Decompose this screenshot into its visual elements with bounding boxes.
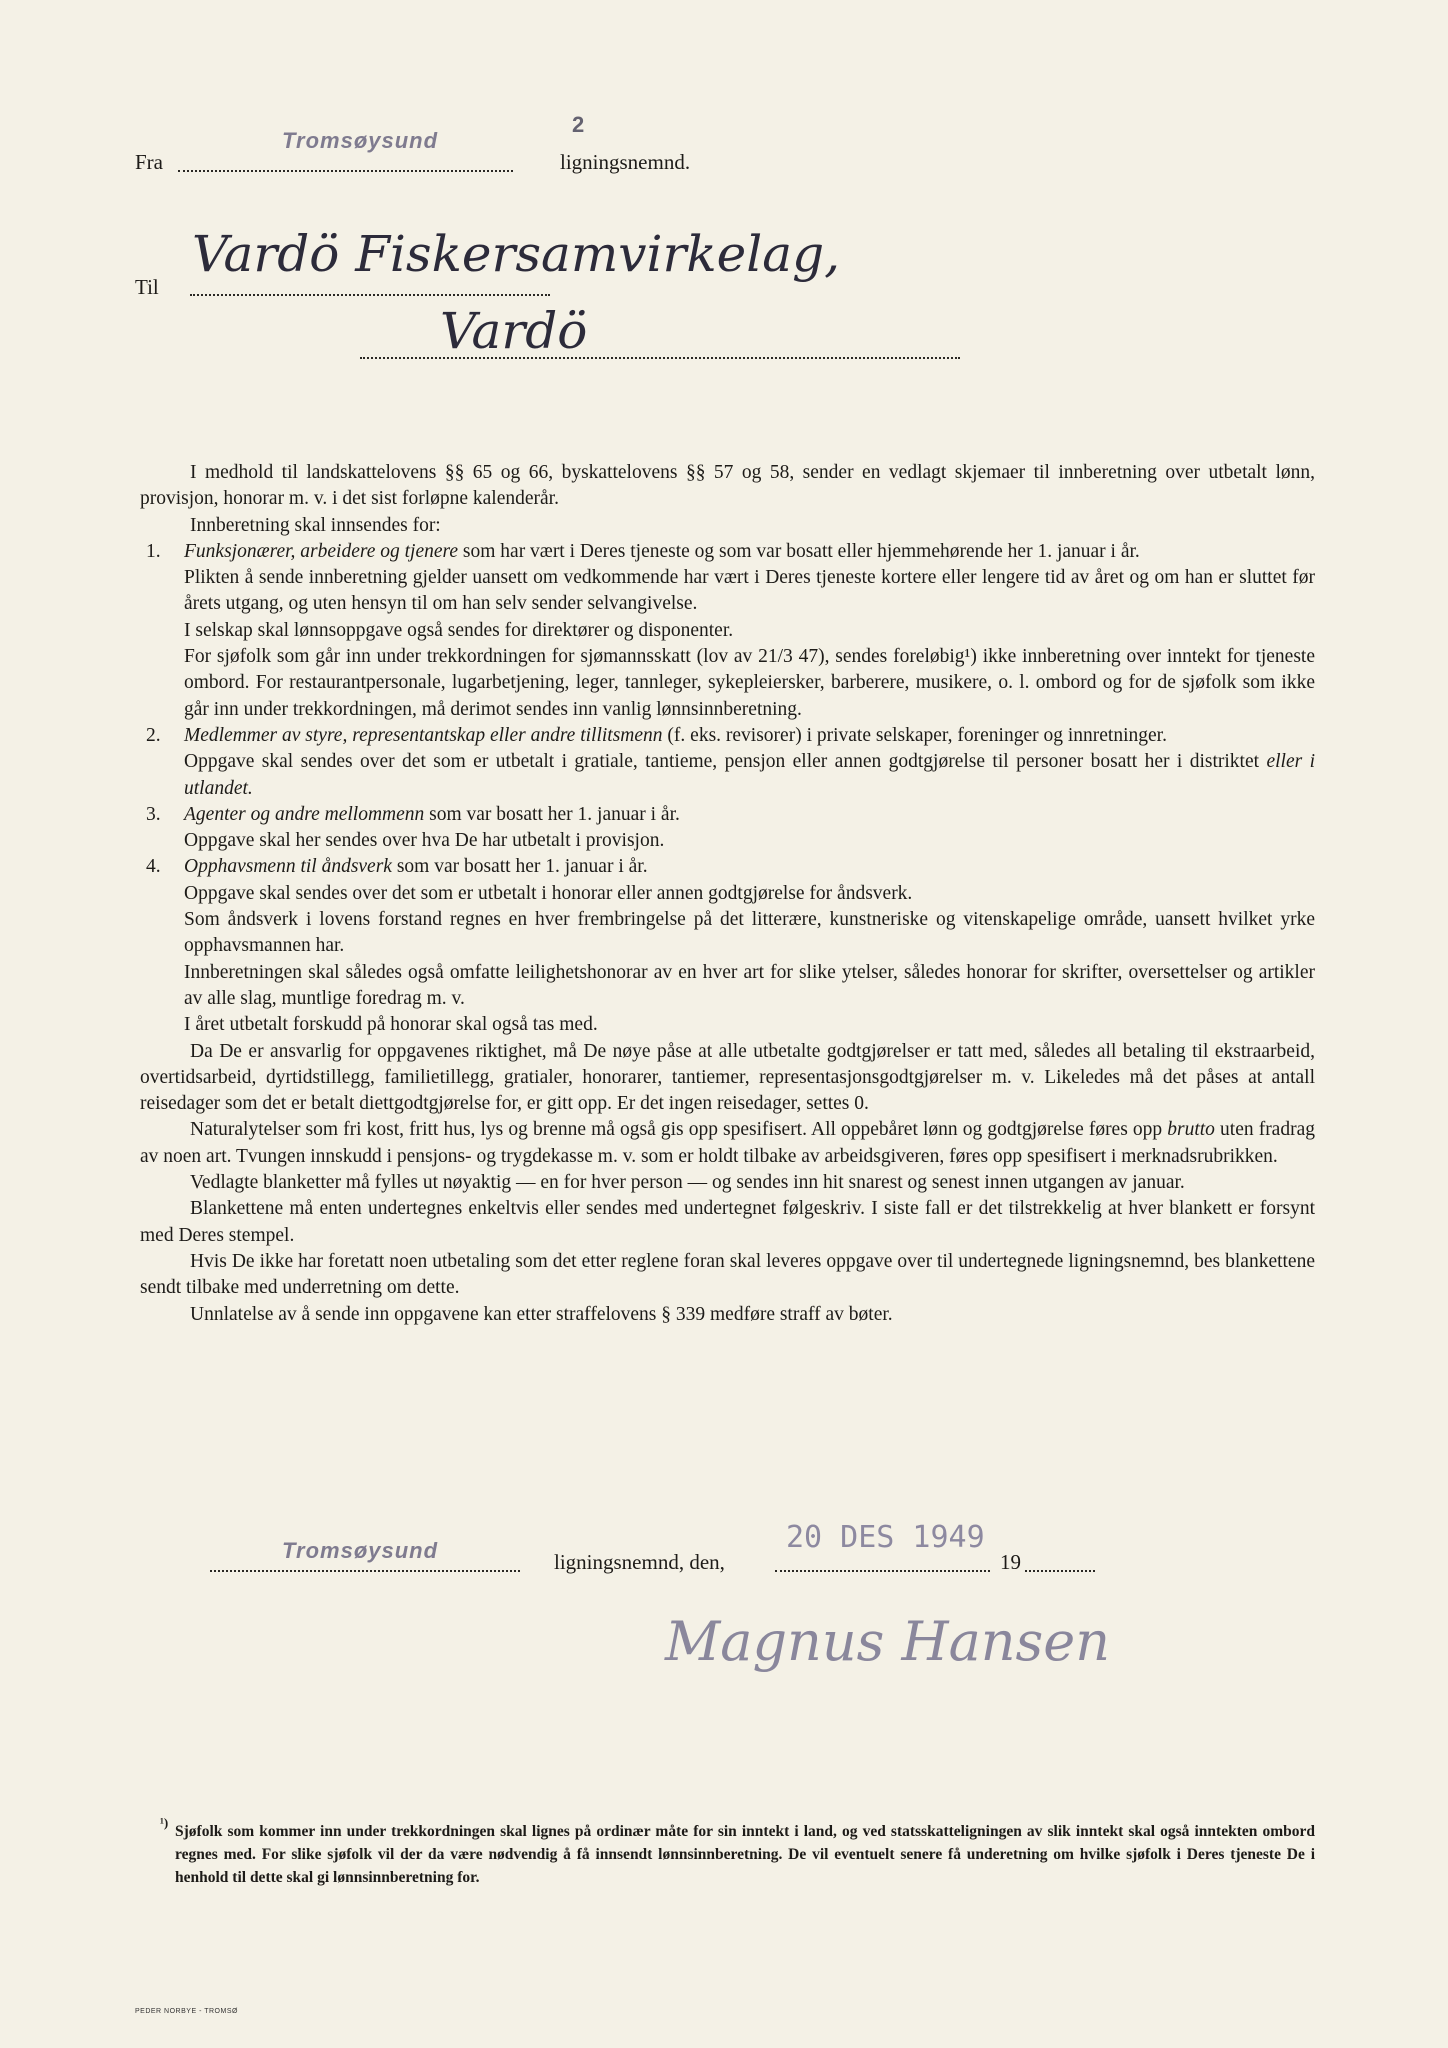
item-2-text: (f. eks. revisorer) i private selskaper, foreninger og innretninger. [662, 724, 1167, 746]
penalty-paragraph: Unnlatelse av å sende inn oppgavene kan etter straffelovens § 339 medføre straff av bøter. [190, 1303, 893, 1325]
item-3-number: 3. [146, 803, 161, 825]
intro-paragraph: I medhold til landskattelovens §§ 65 og 66, byskattelovens §§ 57 og 58, sender en vedlagt skjemaer til innberetning over utbetalt lønn, provisjon, honorar m. v. i det sist forløpne kalenderår. [140, 462, 1315, 510]
place-stamp: Tromsøysund [282, 1538, 439, 1563]
year-prefix: 19 [1000, 1550, 1021, 1574]
responsibility-paragraph: Da De er ansvarlig for oppgavenes riktighet, må De nøye påse at alle utbetalte godtgjørelser er tatt med, således all betaling til ekstraarbeid, overtidsarbeid, dyrtidstillegg, familietillegg, gratialer, honorarer, tantiemer, representasjonsgodtgjørelser m. v. Likeledes må det påses at antall reisedager som det er betalt diettgodtgjørelse for, er gitt opp. Er det ingen reisedager, settes 0. [140, 1040, 1315, 1115]
item-4-paragraph-2: Oppgave skal sendes over det som er utbetalt i honorar eller annen godtgjørelse for åndsverk. [184, 882, 913, 904]
item-4-text: som var bosatt her 1. januar i år. [391, 856, 648, 878]
printer-mark: PEDER NORBYE - TROMSØ [135, 2008, 238, 2015]
item-2-abroad: eller i utlandet. [184, 751, 1316, 799]
recipient-handwritten-line-1: Vardö Fiskersamvirkelag, [192, 225, 840, 283]
item-2-number: 2. [146, 724, 161, 746]
item-1-paragraph-4: For sjøfolk som går inn under trekkordningen for sjømannsskatt (lov av 21/3 47), sendes foreløbig¹) ikke innberetning over inntekt for tjeneste ombord. For restaurantpersonale, lugarbetjening, leger, tannleger, sykepleiersker, barberere, musikere, o. l. ombord og for de sjøfolk som ikke går inn under trekkordningen, må derimot sendes inn vanlig lønnsinnberetning. [184, 646, 1315, 720]
fra-suffix: ligningsnemnd. [560, 150, 691, 174]
natural-benefits-brutto: brutto [1167, 1119, 1215, 1141]
signing-paragraph: Blankettene må enten undertegnes enkeltvis eller sendes med undertegnet følgeskriv. I siste fall er det tilstrekkelig at hver blankett er forsynt med Deres stempel. [140, 1198, 1315, 1246]
no-payment-paragraph: Hvis De ikke har foretatt noen utbetaling som det etter reglene foran skal leveres oppgave over til undertegnede ligningsnemnd, bes blankettene sendt tilbake med underretning om dette. [140, 1250, 1315, 1299]
natural-benefits-paragraph-a: Naturalytelser som fri kost, fritt hus, lys og brenne må også gis opp spesifisert. All oppebåret lønn og godtgjørelse føres opp [190, 1119, 1168, 1141]
forms-paragraph: Vedlagte blanketter må fylles ut nøyaktig — en for hver person — og sendes inn hit snarest og senest innen utgangen av januar. [190, 1172, 1185, 1194]
item-4-title: Opphavsmenn til åndsverk [184, 856, 392, 878]
item-3-text: som var bosatt her 1. januar i år. [424, 803, 680, 825]
item-4 [140, 854, 1315, 1038]
item-1-paragraph-2: Plikten å sende innberetning gjelder uansett om vedkommende har vært i Deres tjeneste kortere eller lengere tid av året og om han er sluttet før årets utgang, og uten hensyn til om han selv sender selvangivelse. [184, 567, 1315, 615]
natural-benefits-paragraph-b: uten fradrag av noen art. Tvungen innskudd i pensjons- og trygdekasse m. v. som er holdt tilbake av arbeidsgiveren, føres opp spesifisert i merknadsrubrikken. [140, 1119, 1315, 1167]
item-3 [140, 802, 1315, 855]
recipient-handwritten-line-2: Vardö [440, 302, 588, 360]
item-3-paragraph-2: Oppgave skal her sendes over hva De har utbetalt i provisjon. [184, 830, 665, 852]
item-1 [140, 539, 1315, 723]
submit-heading: Innberetning skal innsendes for: [190, 514, 441, 536]
letter-body [140, 460, 1315, 1328]
item-1-title: Funksjonærer, arbeidere og tjenere [184, 540, 459, 562]
item-4-paragraph-3: Som åndsverk i lovens forstand regnes en hver frembringelse på det litterære, kunstneriske og vitenskapelige område, uansett hvilket yrke opphavsmannen har. [184, 909, 1315, 957]
footnote-text: Sjøfolk som kommer inn under trekkordningen skal lignes på ordinær måte for sin inntekt i land, og ved statsskatteligningen av slik inntekt skal også inntekten ombord regnes med. For slike sjøfolk vil der da være nødvendig å få innsendt lønnsinnberetning. De vil eventuelt senere få underetning om hvilke sjøfolk i Deres tjeneste De i henhold til dette skal gi lønnsinnberetning for. [175, 1823, 1315, 1886]
ligning-date-text: ligningsnemnd, den, [554, 1550, 725, 1574]
item-4-paragraph-5: I året utbetalt forskudd på honorar skal også tas med. [184, 1014, 598, 1036]
item-4-number: 4. [146, 856, 161, 878]
item-1-number: 1. [146, 540, 161, 562]
footnote-mark: ¹) [160, 1815, 169, 1830]
item-2 [140, 723, 1315, 802]
item-1-text: som har vært i Deres tjeneste og som var bosatt eller hjemmehørende her 1. januar i år. [458, 540, 1140, 562]
stamp-mark: 2 [572, 112, 586, 137]
item-3-title: Agenter og andre mellommenn [184, 803, 425, 825]
item-2-paragraph-2: Oppgave skal sendes over det som er utbetalt i gratiale, tantieme, pensjon eller annen godtgjørelse til personer bosatt her i distriktet [184, 751, 1267, 773]
year-dotted-line [1025, 1548, 1095, 1572]
date-stamp: 20 DES 1949 [786, 1520, 985, 1555]
handwritten-signature: Magnus Hansen [665, 1610, 1110, 1673]
item-2-title: Medlemmer av styre, representantskap eller andre tillitsmenn [184, 724, 663, 746]
item-4-paragraph-4: Innberetningen skal således også omfatte leilighetshonorar av en hver art for slike ytelser, således honorar for skrifter, oversettelser og artikler av alle slag, muntlige foredrag m. v. [184, 961, 1315, 1009]
item-1-paragraph-3: I selskap skal lønnsoppgave også sendes for direktører og disponenter. [184, 619, 734, 641]
fra-label: Fra [135, 150, 163, 174]
til-label: Til [135, 275, 159, 299]
fra-municipality-stamp: Tromsøysund [282, 128, 439, 153]
